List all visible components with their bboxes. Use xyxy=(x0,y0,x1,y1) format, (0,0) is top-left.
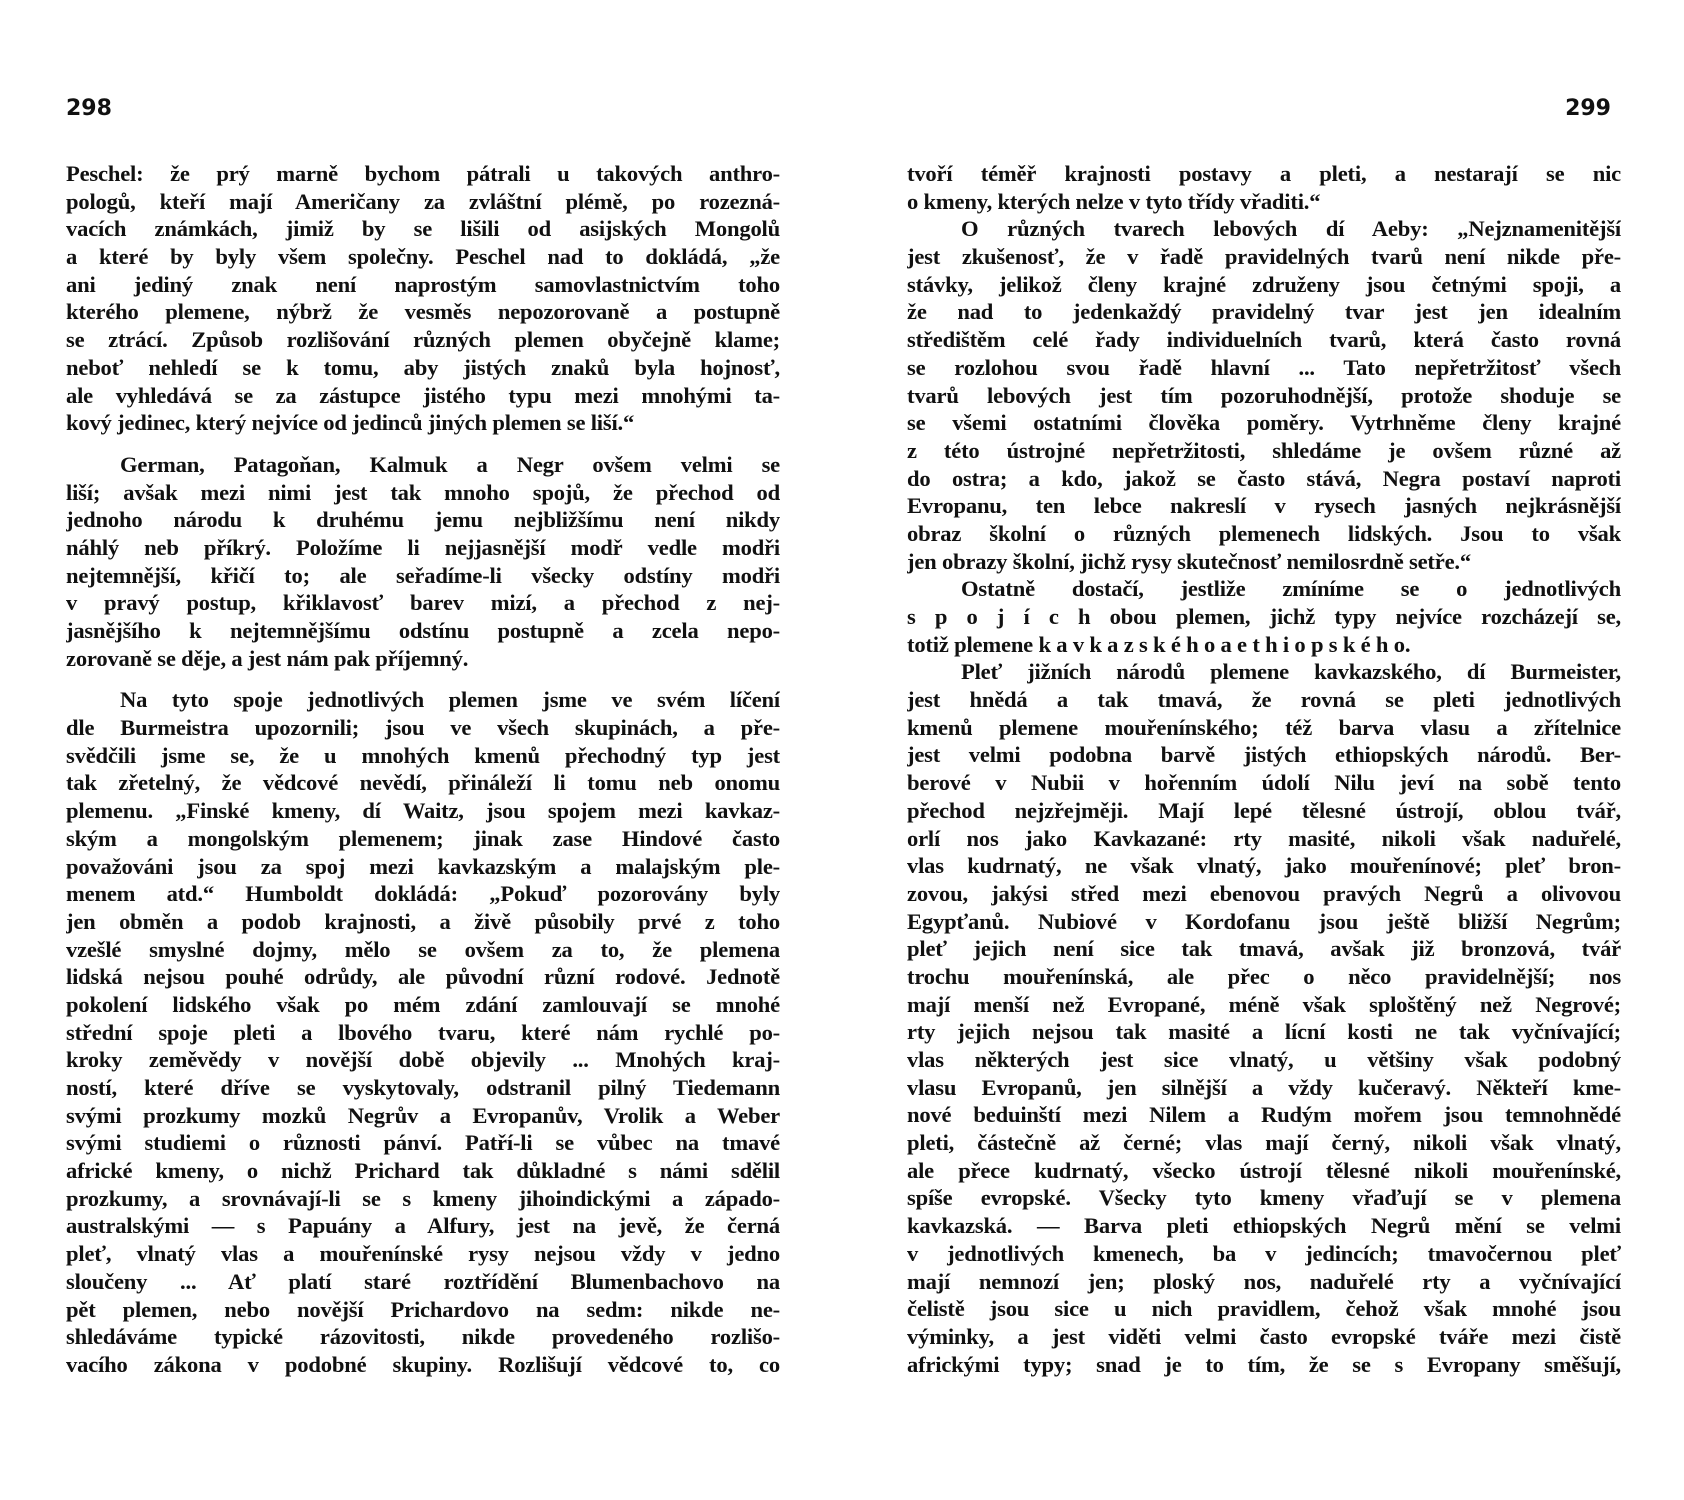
text-line: nejtemnější, křičí to; ale seřadíme-li všecky odstíny modři xyxy=(66,562,780,588)
text-line: shledáváme typické rázovitosti, nikde provedeného rozlišo- xyxy=(66,1324,780,1350)
paragraph-gap xyxy=(66,437,780,451)
text-line: nové beduinští mezi Nilem a Rudým mořem jsou temnohnědé xyxy=(907,1102,1621,1128)
text-line: kterého plemene, nýbrž že vesměs nepozorovaně a postupně xyxy=(66,299,780,325)
text-line: mají nemnozí jen; ploský nos, naduřelé rty a vyčnívající xyxy=(907,1268,1621,1294)
text-line: sloučeny ... Ať platí staré roztřídění Blumenbachovo na xyxy=(66,1268,780,1294)
text-line: tvoří téměř krajnosti postavy a pleti, a nestarají se nic xyxy=(907,161,1621,186)
right-page xyxy=(842,0,1684,1500)
text-line: jen obrazy školní, jichž rysy skutečnosť nemilosrdně setře.“ xyxy=(907,548,1471,574)
text-line: o kmeny, kterých nelze v tyto třídy vřaditi.“ xyxy=(907,188,1321,214)
text-line: vlas některých jest sice vlnatý, u většiny však podobný xyxy=(907,1047,1621,1072)
text-line: dle Burmeistra upozornili; jsou ve všech skupinách, a pře- xyxy=(66,715,780,741)
right-page-text xyxy=(907,160,1621,1378)
text-line: a které by byly všem společny. Peschel nad to dokládá, „že xyxy=(66,244,780,270)
text-line: O různých tvarech lebových dí Aeby: „Nejznamenitější xyxy=(961,216,1621,242)
text-line: obraz školní o různých plemenech lidských. Jsou to však xyxy=(907,520,1621,546)
text-line: pleť, vlnatý vlas a mouřenínské rysy nejsou vždy v jedno xyxy=(66,1241,780,1267)
text-line: svědčili jsme se, že u mnohých kmenů přechodný typ jest xyxy=(66,742,780,768)
text-line: africké kmeny, o nichž Prichard tak důkladné s námi sdělil xyxy=(66,1158,780,1184)
text-line: kroky zeměvědy v novější době objevily ... Mnohých kraj- xyxy=(66,1047,780,1073)
text-line: do ostra; a kdo, jakož se často stává, Negra postaví naproti xyxy=(907,465,1621,491)
text-line: zovou, jakýsi střed mezi ebenovou pravých Negrů a olivovou xyxy=(907,880,1621,906)
text-line: ským a mongolským plemenem; jinak zase Hindové často xyxy=(66,825,780,851)
text-line: prozkumy, a srovnávají-li se s kmeny jihoindickými a západo- xyxy=(66,1185,780,1211)
text-line: zorovaně se děje, a jest nám pak příjemný. xyxy=(66,645,469,671)
text-line: Peschel: že prý marně bychom pátrali u takových anthro- xyxy=(66,161,780,186)
text-line: pět plemen, nebo novější Prichardovo na sedm: nikde ne- xyxy=(66,1296,780,1322)
text-line: jen obměn a podob krajnosti, a živě působily prvé z toho xyxy=(66,908,780,934)
text-line: orlí nos jako Kavkazané: rty masité, nikoli však naduřelé, xyxy=(907,825,1621,851)
text-line: pleť jejich není sice tak tmavá, avšak již bronzová, tvář xyxy=(907,936,1621,962)
text-line: neboť nehledí se k tomu, aby jistých znaků byla hojnosť, xyxy=(66,354,780,380)
text-line: ností, které dříve se vyskytovaly, odstranil pilný Tiedemann xyxy=(66,1075,780,1100)
text-line: náhlý neb příkrý. Položíme li nejjasnější modř vedle modři xyxy=(66,534,780,560)
text-line: kmenů plemene mouřenínského; též barva vlasu a zřítelnice xyxy=(907,714,1621,740)
text-line: australskými — s Papuány a Alfury, jest na jevě, že černá xyxy=(66,1213,780,1239)
text-line: rty jejich nejsou tak masité a lícní kosti ne tak vyčnívající; xyxy=(907,1019,1621,1045)
text-line: kový jedinec, který nejvíce od jedinců jiných plemen se liší.“ xyxy=(66,410,635,436)
text-line: výminky, a jest viděti velmi často evropské tváře mezi čistě xyxy=(907,1323,1621,1349)
text-line: Na tyto spoje jednotlivých plemen jsme ve svém líčení xyxy=(120,687,780,713)
text-line: pleti, částečně až černé; vlas mají černý, nikoli však vlnatý, xyxy=(907,1130,1621,1156)
text-line: Egypťanů. Nubiové v Kordofanu jsou ještě bližší Negrům; xyxy=(907,908,1621,934)
text-line: Evropanu, ten lebce nakreslí v rysech jasných nejkrásnější xyxy=(907,493,1621,519)
text-line: vacího zákona v podobné skupiny. Rozlišují vědcové to, co xyxy=(66,1351,780,1377)
text-line: menem atd.“ Humboldt dokládá: „Pokuď pozorovány byly xyxy=(66,881,780,907)
paragraph-gap xyxy=(66,672,780,686)
text-line: přechod nejzřejměji. Mají lepé tělesné ústrojí, oblou tvář, xyxy=(907,797,1621,823)
text-line: German, Patagoňan, Kalmuk a Negr ovšem velmi se xyxy=(120,451,780,477)
text-line: pokolení lidského však po mém zdání zamlouvají se mnohé xyxy=(66,991,780,1017)
text-line: středištěm celé řady individuelních tvarů, která často rovná xyxy=(907,327,1621,353)
text-line: se rozlohou svou řadě hlavní ... Tato nepřetržitosť všech xyxy=(907,354,1621,380)
text-line: považováni jsou za spoj mezi kavkazským a malajským ple- xyxy=(66,853,780,879)
text-line: s p o j í c h obou plemen, jichž typy nejvíce rozcházejí se, xyxy=(907,604,1621,629)
text-line: jasnějšího k nejtemnějšímu odstínu postupně a zcela nepo- xyxy=(66,618,780,643)
text-line: že nad to jedenkaždý pravidelný tvar jest jen idealním xyxy=(907,299,1621,325)
text-line: kavkazská. — Barva pleti ethiopských Negrů mění se velmi xyxy=(907,1213,1621,1239)
text-line: vzešlé smyslné dojmy, mělo se ovšem za to, že plemena xyxy=(66,936,780,962)
text-line: jest zkušenosť, že v řadě pravidelných tvarů není nikde pře- xyxy=(907,244,1621,270)
text-line: tak zřetelný, že vědcové nevědí, přináleží li tomu neb onomu xyxy=(66,770,780,796)
text-line: pologů, kteří mají Američany za zvláštní plémě, po rozezná- xyxy=(66,188,780,214)
text-line: jednoho národu k druhému jemu nejbližšímu není nikdy xyxy=(66,507,780,533)
text-line: stávky, jelikož členy krajné združeny jsou četnými spoji, a xyxy=(907,271,1621,297)
text-line: ale přece kudrnatý, všecko ústrojí tělesné nikoli mouřenínské, xyxy=(907,1157,1621,1183)
text-line: Ostatně dostačí, jestliže zmíníme se o jednotlivých xyxy=(961,576,1621,602)
text-line: svými prozkumy mozků Negrův a Evropanův, Vrolik a Weber xyxy=(66,1102,780,1128)
text-line: liší; avšak mezi nimi jest tak mnoho spojů, že přechod od xyxy=(66,479,780,505)
text-line: mají menší než Evropané, méně však sploštěný než Negrové; xyxy=(907,991,1621,1017)
text-line: ani jediný znak není naprostým samovlastnictvím toho xyxy=(66,271,780,297)
page-number-left: 298 xyxy=(66,96,112,121)
text-line: spíše evropské. Všecky tyto kmeny vřaďují se v plemena xyxy=(907,1185,1621,1211)
text-line: jest velmi podobna barvě jistých ethiopských národů. Ber- xyxy=(907,742,1621,768)
text-line: berové v Nubii v hořenním údolí Nilu jeví na sobě tento xyxy=(907,770,1621,796)
text-line: z této ústrojné nepřetržitosti, shledáme je ovšem různé až xyxy=(907,437,1621,463)
text-line: totiž plemene k a v k a z s k é h o a e t h i o p s k é h o. xyxy=(907,631,1411,657)
text-line: ale vyhledává se za zástupce jistého typu mezi mnohými ta- xyxy=(66,382,780,408)
text-line: vlas kudrnatý, ne však vlnatý, jako mouřenínové; pleť bron- xyxy=(907,853,1621,879)
text-line: vacích známkách, jimiž by se lišili od asijských Mongolů xyxy=(66,216,780,242)
text-line: jest hnědá a tak tmavá, že rovná se pleti jednotlivých xyxy=(907,687,1621,713)
text-line: Pleť jižních národů plemene kavkazského, dí Burmeister, xyxy=(961,659,1621,685)
text-line: africkými typy; snad je to tím, že se s Evropany směšují, xyxy=(907,1351,1621,1377)
page-number-right: 299 xyxy=(1565,96,1611,121)
text-line: se ztrácí. Způsob rozlišování různých plemen obyčejně klame; xyxy=(66,327,780,353)
text-line: svými studiemi o různosti pánví. Patří-li se vůbec na tmavé xyxy=(66,1130,780,1156)
text-line: v jednotlivých kmenech, ba v jedincích; tmavočernou pleť xyxy=(907,1240,1621,1266)
text-line: plemenu. „Finské kmeny, dí Waitz, jsou spojem mezi kavkaz- xyxy=(66,798,780,824)
text-line: vlasu Evropanů, jen silnější a vždy kučeravý. Někteří kme- xyxy=(907,1074,1621,1100)
text-line: trochu mouřenínská, ale přec o něco pravidelnější; nos xyxy=(907,963,1621,989)
left-page-text xyxy=(66,160,780,1379)
text-line: se všemi ostatními člověka poměry. Vytrhněme členy krajné xyxy=(907,410,1621,436)
text-line: tvarů lebových jest tím pozoruhodnější, protože shoduje se xyxy=(907,382,1621,408)
text-line: lidská nejsou pouhé odrůdy, ale původní různí rodové. Jednotě xyxy=(66,964,780,990)
text-line: v pravý postup, křiklavosť barev mizí, a přechod z nej- xyxy=(66,590,780,616)
text-line: střední spoje pleti a lbového tvaru, které nám rychlé po- xyxy=(66,1019,780,1045)
text-line: čelistě jsou sice u nich pravidlem, čehož však mnohé jsou xyxy=(907,1296,1621,1322)
